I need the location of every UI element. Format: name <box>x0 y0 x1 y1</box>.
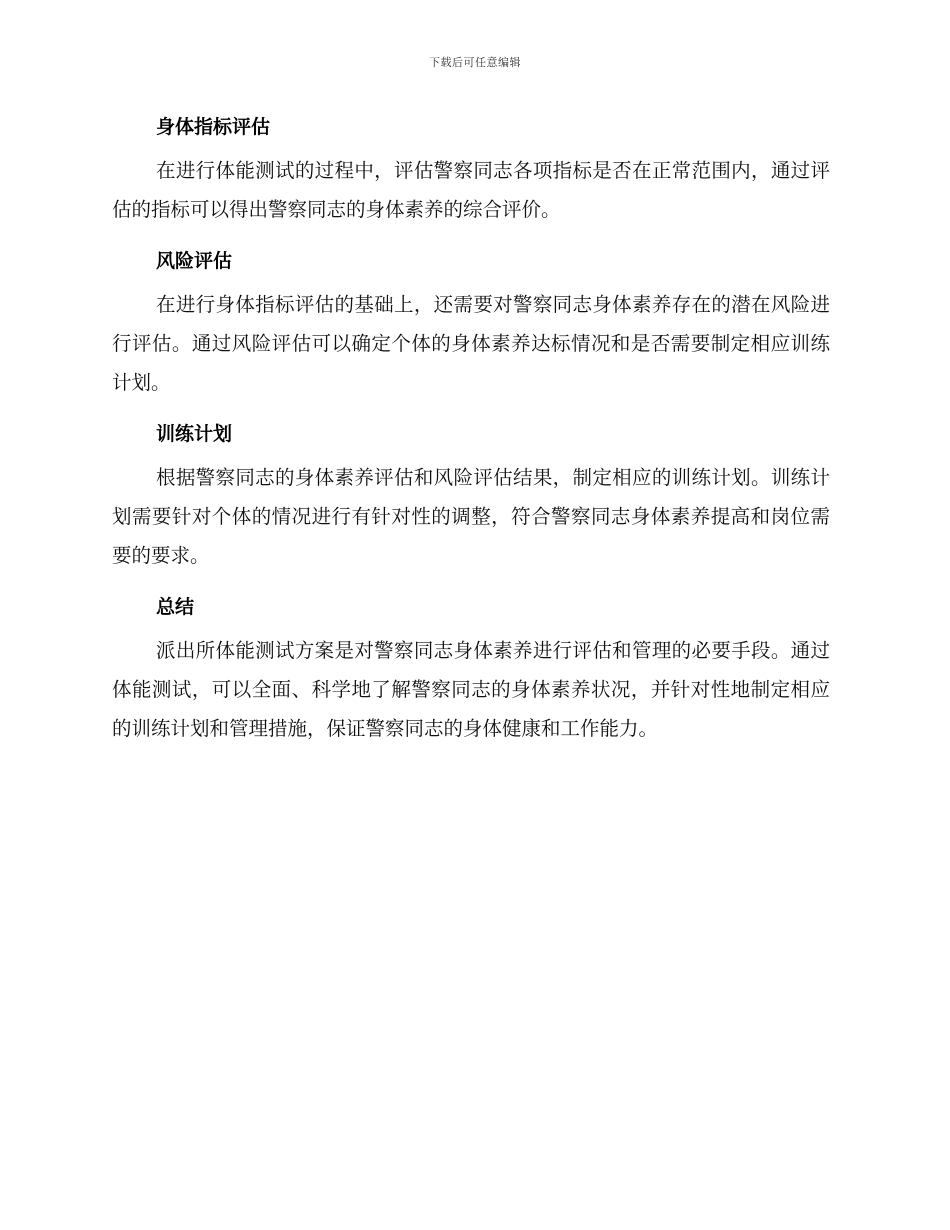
section-heading: 总结 <box>156 596 195 618</box>
section-paragraph: 在进行身体指标评估的基础上，还需要对警察同志身体素养存在的潜在风险进行评估。通过风险评估可以确定个体的身体素养达标情况和是否需要制定相应训练计划。 <box>112 293 830 394</box>
section-paragraph: 在进行体能测试的过程中，评估警察同志各项指标是否在正常范围内，通过评估的指标可以得出警察同志的身体素养的综合评价。 <box>112 159 830 221</box>
section-body-indicator-assessment <box>112 108 830 229</box>
section-training-plan <box>112 415 830 575</box>
section-paragraph: 派出所体能测试方案是对警察同志身体素养进行评估和管理的必要手段。通过体能测试，可以全面、科学地了解警察同志的身体素养状况，并针对性地制定相应的训练计划和管理措施，保证警察同志的身体健康和工作能力。 <box>112 639 830 740</box>
section-heading: 身体指标评估 <box>156 116 271 138</box>
section-risk-assessment <box>112 242 830 402</box>
document-body <box>112 108 830 761</box>
section-heading: 训练计划 <box>156 423 233 445</box>
section-paragraph: 根据警察同志的身体素养评估和风险评估结果，制定相应的训练计划。训练计划需要针对个体的情况进行有针对性的调整，符合警察同志身体素养提高和岗位需要的要求。 <box>112 466 830 567</box>
page-header: 下载后可任意编辑 <box>429 56 521 69</box>
section-summary <box>112 588 830 748</box>
section-heading: 风险评估 <box>156 250 233 272</box>
